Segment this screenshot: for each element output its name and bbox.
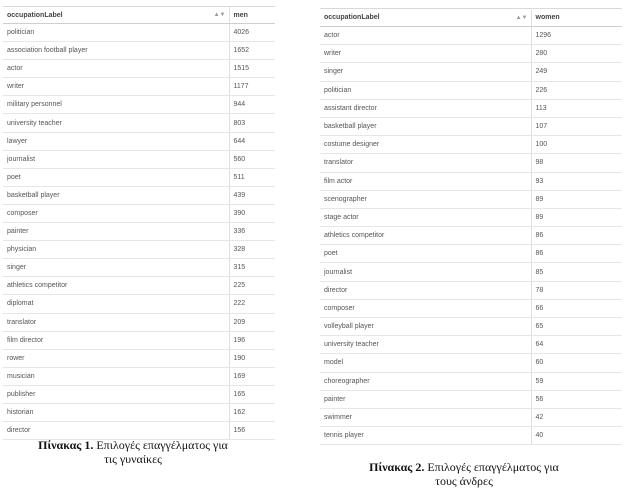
count-cell: 390	[229, 204, 275, 222]
table-row	[320, 227, 622, 245]
table-row	[3, 96, 275, 114]
table-row	[3, 42, 275, 60]
occupation-cell: assistant director	[320, 99, 531, 117]
count-cell: 93	[531, 172, 622, 190]
occupation-cell: writer	[320, 45, 531, 63]
table-row	[320, 390, 622, 408]
table-row	[3, 367, 275, 385]
occupation-cell: model	[320, 354, 531, 372]
table-row	[320, 154, 622, 172]
occupation-cell: stage actor	[320, 208, 531, 226]
occupation-cell: journalist	[320, 263, 531, 281]
occupation-cell: composer	[3, 204, 229, 222]
table-row	[3, 313, 275, 331]
sort-arrows-icon[interactable]: ▲▼	[515, 14, 528, 21]
occupation-cell: historian	[3, 403, 229, 421]
occupation-cell: translator	[3, 313, 229, 331]
occupation-cell: painter	[3, 223, 229, 241]
occupation-cell: athletics competitor	[320, 227, 531, 245]
table-row	[320, 263, 622, 281]
table-row	[320, 208, 622, 226]
occupation-cell: diplomat	[3, 295, 229, 313]
men-column-header[interactable]: men	[229, 7, 275, 24]
table-row	[3, 150, 275, 168]
table-row	[320, 172, 622, 190]
occupation-cell: translator	[320, 154, 531, 172]
occupation-column-header[interactable]	[3, 7, 229, 24]
table-row	[3, 223, 275, 241]
count-cell: 560	[229, 150, 275, 168]
table-row	[3, 114, 275, 132]
occupation-cell: scenographer	[320, 190, 531, 208]
count-cell: 100	[531, 136, 622, 154]
occupation-cell: poet	[320, 245, 531, 263]
women-occupations-table	[320, 8, 622, 445]
count-cell: 336	[229, 223, 275, 241]
table-row	[3, 331, 275, 349]
table-row	[320, 190, 622, 208]
count-cell: 42	[531, 408, 622, 426]
table-header-row	[3, 7, 275, 24]
count-cell: 803	[229, 114, 275, 132]
count-cell: 60	[531, 354, 622, 372]
count-cell: 65	[531, 318, 622, 336]
table-1-caption	[20, 438, 246, 466]
table-row	[3, 385, 275, 403]
count-cell: 156	[229, 422, 275, 440]
table-row	[3, 422, 275, 440]
count-cell: 511	[229, 168, 275, 186]
occupation-cell: tennis player	[320, 427, 531, 445]
count-cell: 944	[229, 96, 275, 114]
table-row	[320, 245, 622, 263]
count-cell: 113	[531, 99, 622, 117]
occupation-cell: university teacher	[320, 336, 531, 354]
count-cell: 190	[229, 349, 275, 367]
count-cell: 226	[531, 81, 622, 99]
count-cell: 78	[531, 281, 622, 299]
table-row	[3, 24, 275, 42]
table-row	[320, 372, 622, 390]
occupation-cell: university teacher	[3, 114, 229, 132]
count-cell: 56	[531, 390, 622, 408]
women-table-body	[320, 27, 622, 445]
occupation-cell: choreographer	[320, 372, 531, 390]
table-row	[3, 349, 275, 367]
men-table-body	[3, 24, 275, 440]
count-cell: 209	[229, 313, 275, 331]
count-cell: 644	[229, 132, 275, 150]
count-cell: 1515	[229, 60, 275, 78]
occupation-cell: journalist	[3, 150, 229, 168]
count-cell: 89	[531, 208, 622, 226]
occupation-cell: director	[3, 422, 229, 440]
count-cell: 315	[229, 259, 275, 277]
count-cell: 85	[531, 263, 622, 281]
table-row	[320, 299, 622, 317]
caption-text: Επιλογές επαγγέλματος για	[93, 438, 228, 452]
table-row	[320, 336, 622, 354]
occupation-cell: rower	[3, 349, 229, 367]
occupation-cell: singer	[320, 63, 531, 81]
occupation-cell: volleyball player	[320, 318, 531, 336]
occupation-cell: composer	[320, 299, 531, 317]
table-row	[320, 45, 622, 63]
caption-text-line2: τις γυναίκες	[104, 452, 162, 466]
table-row	[320, 281, 622, 299]
occupation-cell: swimmer	[320, 408, 531, 426]
table-row	[3, 186, 275, 204]
count-cell: 439	[229, 186, 275, 204]
table-row	[3, 60, 275, 78]
table-row	[320, 408, 622, 426]
occupation-cell: film actor	[320, 172, 531, 190]
table-row	[320, 136, 622, 154]
occupation-cell: actor	[320, 27, 531, 45]
count-cell: 64	[531, 336, 622, 354]
table-row	[3, 241, 275, 259]
count-cell: 328	[229, 241, 275, 259]
table-row	[3, 295, 275, 313]
caption-text: Επιλογές επαγγέλματος για	[424, 460, 559, 474]
table-row	[320, 354, 622, 372]
count-cell: 162	[229, 403, 275, 421]
table-row	[3, 168, 275, 186]
column-header-label: occupationLabel	[324, 14, 380, 21]
occupation-cell: film director	[3, 331, 229, 349]
table-row	[320, 427, 622, 445]
occupation-cell: association football player	[3, 42, 229, 60]
count-cell: 1296	[531, 27, 622, 45]
table-row	[320, 117, 622, 135]
count-cell: 165	[229, 385, 275, 403]
count-cell: 169	[229, 367, 275, 385]
occupation-cell: lawyer	[3, 132, 229, 150]
count-cell: 225	[229, 277, 275, 295]
count-cell: 249	[531, 63, 622, 81]
table-row	[3, 132, 275, 150]
caption-label: Πίνακας 1.	[38, 438, 94, 452]
count-cell: 107	[531, 117, 622, 135]
count-cell: 86	[531, 245, 622, 263]
table-row	[3, 277, 275, 295]
women-column-header[interactable]: women	[531, 9, 622, 27]
count-cell: 280	[531, 45, 622, 63]
table-row	[3, 204, 275, 222]
count-cell: 86	[531, 227, 622, 245]
table-header-row	[320, 9, 622, 27]
occupation-column-header[interactable]	[320, 9, 531, 27]
table-row	[320, 81, 622, 99]
count-cell: 66	[531, 299, 622, 317]
occupation-cell: politician	[320, 81, 531, 99]
table-row	[320, 99, 622, 117]
count-cell: 196	[229, 331, 275, 349]
occupation-cell: publisher	[3, 385, 229, 403]
table-2-caption	[340, 460, 588, 488]
table-row	[3, 259, 275, 277]
count-cell: 40	[531, 427, 622, 445]
caption-label: Πίνακας 2.	[369, 460, 425, 474]
count-cell: 1177	[229, 78, 275, 96]
occupation-cell: athletics competitor	[3, 277, 229, 295]
occupation-cell: military personnel	[3, 96, 229, 114]
caption-text-line2: τους άνδρες	[435, 474, 493, 488]
occupation-cell: basketball player	[320, 117, 531, 135]
occupation-cell: physician	[3, 241, 229, 259]
sort-arrows-icon[interactable]: ▲▼	[213, 12, 226, 18]
table-row	[320, 318, 622, 336]
occupation-cell: basketball player	[3, 186, 229, 204]
table-row	[320, 27, 622, 45]
men-occupations-table	[3, 6, 275, 440]
count-cell: 222	[229, 295, 275, 313]
count-cell: 1652	[229, 42, 275, 60]
occupation-cell: singer	[3, 259, 229, 277]
table-row	[320, 63, 622, 81]
occupation-cell: writer	[3, 78, 229, 96]
occupation-cell: director	[320, 281, 531, 299]
column-header-label: occupationLabel	[7, 11, 63, 19]
occupation-cell: actor	[3, 60, 229, 78]
count-cell: 59	[531, 372, 622, 390]
occupation-cell: costume designer	[320, 136, 531, 154]
table-row	[3, 78, 275, 96]
occupation-cell: painter	[320, 390, 531, 408]
table-row	[3, 403, 275, 421]
occupation-cell: poet	[3, 168, 229, 186]
count-cell: 89	[531, 190, 622, 208]
occupation-cell: musician	[3, 367, 229, 385]
count-cell: 4026	[229, 24, 275, 42]
occupation-cell: politician	[3, 24, 229, 42]
count-cell: 98	[531, 154, 622, 172]
